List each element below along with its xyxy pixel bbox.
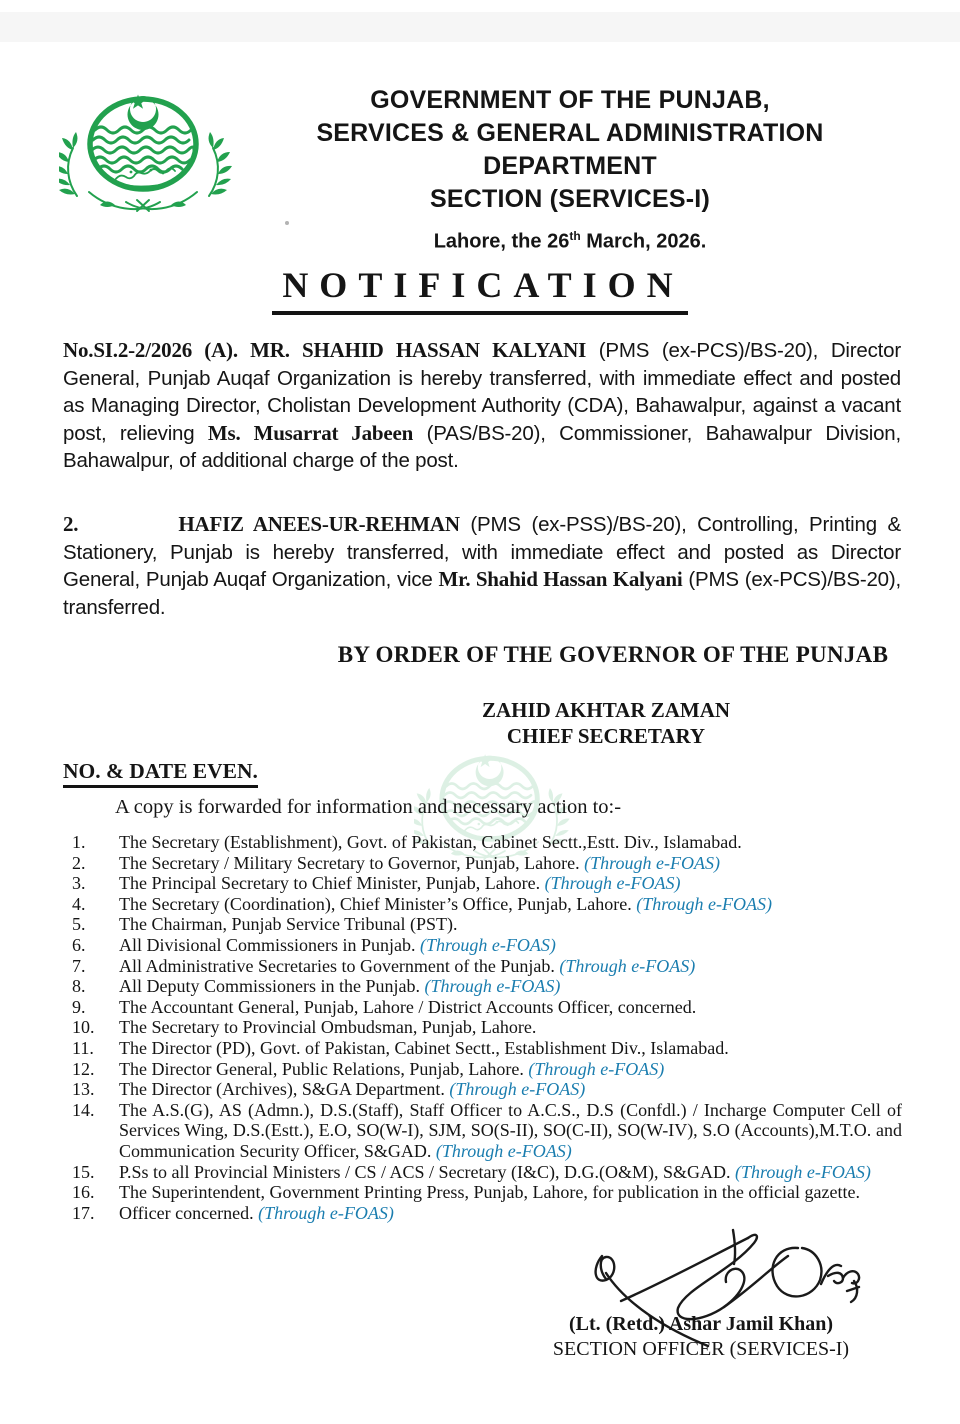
distribution-item: [72, 1182, 902, 1203]
paragraph-2-text-b: (PMS (ex-PCS)/BS-20), transferred.: [63, 568, 901, 619]
through-efoas-label: (Through e-FOAS): [523, 1058, 665, 1079]
through-efoas-label: (Through e-FOAS): [730, 1161, 871, 1182]
distribution-item: [72, 1100, 902, 1162]
distribution-item: [72, 853, 902, 874]
distribution-item-addressee: The Superintendent, Government Printing Press, Punjab, Lahore, for publication in the official gazette.: [119, 1182, 860, 1203]
distribution-item-number: 6.: [72, 934, 86, 955]
paragraph-2-number: 2.: [63, 512, 79, 536]
distribution-item: [72, 956, 902, 977]
distribution-item-number: 2.: [72, 852, 86, 873]
date-line: [240, 229, 900, 254]
header-line-1: GOVERNMENT OF THE PUNJAB,: [370, 86, 770, 114]
distribution-item-number: 17.: [72, 1202, 95, 1223]
distribution-item-addressee: All Administrative Secretaries to Government of the Punjab.: [119, 955, 555, 976]
through-efoas-label: (Through e-FOAS): [540, 873, 681, 894]
distribution-item: [72, 1203, 902, 1224]
forwarding-line: A copy is forwarded for information and necessary action to:-: [115, 796, 622, 818]
distribution-item-text: [119, 1017, 902, 1038]
distribution-item-number: 9.: [72, 996, 86, 1017]
distribution-item-addressee: Officer concerned.: [119, 1202, 254, 1223]
date-suffix: March, 2026.: [580, 230, 707, 253]
date-ordinal-suffix: th: [569, 229, 581, 243]
distribution-item-text: [119, 873, 902, 894]
through-efoas-label: (Through e-FOAS): [444, 1079, 586, 1100]
distribution-item: [72, 914, 902, 935]
officer-3-name: HAFIZ ANEES-UR-REHMAN: [178, 512, 460, 536]
date-prefix: Lahore, the 26: [433, 230, 570, 253]
distribution-item-addressee: All Divisional Commissioners in Punjab.: [119, 934, 416, 955]
no-and-date-even-text: NO. & DATE EVEN.: [63, 759, 258, 788]
distribution-item-number: 8.: [72, 976, 86, 997]
reference-number-and-officer-1: No.SI.2-2/2026 (A). MR. SHAHID HASSAN KALYANI: [63, 338, 587, 362]
distribution-item-text: [119, 976, 902, 997]
distribution-item-addressee: The Secretary (Coordination), Chief Minister’s Office, Punjab, Lahore.: [119, 893, 632, 914]
signatory-title: CHIEF SECRETARY: [506, 724, 706, 748]
distribution-item-addressee: The Secretary (Establishment), Govt. of Pakistan, Cabinet Sectt.,Estt. Div., Islamabad.: [119, 832, 742, 852]
distribution-item-addressee: The Principal Secretary to Chief Minister, Punjab, Lahore.: [119, 873, 541, 894]
distribution-item-addressee: The Chairman, Punjab Service Tribunal (PST).: [119, 914, 458, 935]
distribution-item: [72, 894, 902, 915]
through-efoas-label: (Through e-FOAS): [253, 1202, 394, 1223]
distribution-item: [72, 1059, 902, 1080]
document-header: [240, 84, 900, 254]
distribution-item-text: [119, 1182, 902, 1203]
distribution-item: [72, 997, 902, 1018]
distribution-item-text: [119, 956, 902, 977]
distribution-item-addressee: The Director General, Public Relations, Punjab, Lahore.: [119, 1058, 524, 1079]
distribution-item-number: 12.: [72, 1058, 95, 1079]
through-efoas-label: (Through e-FOAS): [420, 976, 561, 997]
distribution-item-text: [119, 1162, 902, 1183]
distribution-item: [72, 1038, 902, 1059]
distribution-item: [72, 1162, 902, 1183]
through-efoas-label: (Through e-FOAS): [415, 934, 556, 955]
distribution-item-number: 11.: [72, 1037, 94, 1058]
distribution-item-text: [119, 1100, 902, 1162]
paragraph-2-text-a: (PMS (ex-PSS)/BS-20), Controlling, Printing & Stationery, Punjab is hereby transferred, with immediate effect and posted as Director General, Punjab Auqaf Organization, vice: [63, 513, 901, 591]
through-efoas-label: (Through e-FOAS): [554, 955, 696, 976]
distribution-item-text: [119, 997, 902, 1018]
paragraph-2: [63, 511, 901, 621]
officer-2-name: Ms. Musarrat Jabeen: [207, 420, 414, 445]
distribution-item: [72, 832, 902, 853]
header-line-3: DEPARTMENT: [483, 152, 657, 180]
distribution-item-addressee: The Director (Archives), S&GA Department.: [119, 1079, 445, 1100]
distribution-item-number: 13.: [72, 1079, 95, 1100]
section-officer-block: [520, 1312, 882, 1362]
distribution-item-addressee: The Accountant General, Punjab, Lahore / District Accounts Officer, concerned.: [119, 996, 697, 1017]
distribution-item-number: 14.: [72, 1099, 95, 1120]
through-efoas-label: (Through e-FOAS): [431, 1140, 572, 1161]
distribution-list: [72, 832, 902, 1223]
distribution-item: [72, 935, 902, 956]
distribution-item: [72, 1017, 902, 1038]
paragraph-1: [63, 337, 901, 475]
distribution-item-addressee: The Director (PD), Govt. of Pakistan, Cabinet Sectt., Establishment Div., Islamabad.: [119, 1037, 729, 1058]
distribution-item-number: 4.: [72, 893, 86, 914]
header-line-2: SERVICES & GENERAL ADMINISTRATION: [316, 119, 824, 147]
paragraph-1-text-b: (PAS/BS-20), Commissioner, Bahawalpur Division, Bahawalpur, of additional charge of the post.: [63, 421, 901, 472]
scan-artifact-band: [0, 12, 960, 42]
punjab-government-crest-logo: [58, 88, 240, 216]
distribution-item-addressee: All Deputy Commissioners in the Punjab.: [119, 976, 420, 997]
distribution-item: [72, 1079, 902, 1100]
distribution-item-number: 16.: [72, 1182, 95, 1203]
distribution-item-text: [119, 832, 902, 853]
through-efoas-label: (Through e-FOAS): [579, 852, 720, 873]
distribution-item-text: [119, 853, 902, 874]
distribution-item-number: 10.: [72, 1017, 95, 1038]
distribution-item-text: [119, 1059, 902, 1080]
through-efoas-label: (Through e-FOAS): [631, 893, 773, 914]
notification-title: NOTIFICATION: [272, 264, 687, 315]
distribution-item-number: 5.: [72, 914, 86, 935]
distribution-item-text: [119, 1079, 902, 1100]
distribution-item-number: 7.: [72, 955, 86, 976]
distribution-item-addressee: The Secretary / Military Secretary to Governor, Punjab, Lahore.: [119, 852, 580, 873]
paragraph-1-text-a: (PMS (ex-PCS)/BS-20), Director General, Punjab Auqaf Organization is hereby transferred, with immediate effect and posted as Managing Director, Cholistan Development Authority (CDA), Bahawalpur, against a vacant post, relieving: [63, 339, 901, 445]
signatory-name: ZAHID AKHTAR ZAMAN: [481, 698, 731, 722]
officer-1-name-ref: Mr. Shahid Hassan Kalyani: [438, 567, 683, 591]
distribution-item-text: [119, 914, 902, 935]
section-officer-name: (Lt. (Retd.) Ashar Jamil Khan): [568, 1313, 834, 1335]
distribution-item: [72, 873, 902, 894]
section-officer-title: SECTION OFFICER (SERVICES-I): [552, 1338, 850, 1360]
distribution-item-text: [119, 894, 902, 915]
by-order-line: BY ORDER OF THE GOVERNOR OF THE PUNJAB: [337, 642, 889, 667]
distribution-item-text: [119, 1203, 902, 1224]
distribution-item-number: 3.: [72, 873, 86, 894]
distribution-item-addressee: P.Ss to all Provincial Ministers / CS / ACS / Secretary (I&C), D.G.(O&M), S&GAD.: [119, 1161, 731, 1182]
distribution-item-number: 15.: [72, 1161, 95, 1182]
distribution-item-number: 1.: [72, 832, 86, 852]
distribution-item-text: [119, 935, 902, 956]
header-line-4: SECTION (SERVICES-I): [430, 185, 710, 213]
signatory-block: [410, 697, 802, 749]
title-wrap: [0, 264, 960, 315]
distribution-item-text: [119, 1038, 902, 1059]
distribution-item-addressee: The A.S.(G), AS (Admn.), D.S.(Staff), Staff Officer to A.C.S., D.S (Confdl.) / Incharge Computer Cell of Services Wing, D.S.(Estt.), E.O, SO(W-I), SJM, SO(S-II), SO(C-II), SO(W-IV), S.O (Accounts),M.T.O. and Communication Security Officer, S&GAD.: [119, 1099, 902, 1161]
distribution-item-addressee: The Secretary to Provincial Ombudsman, Punjab, Lahore.: [119, 1017, 537, 1038]
distribution-item: [72, 976, 902, 997]
no-and-date-even: [63, 759, 258, 788]
